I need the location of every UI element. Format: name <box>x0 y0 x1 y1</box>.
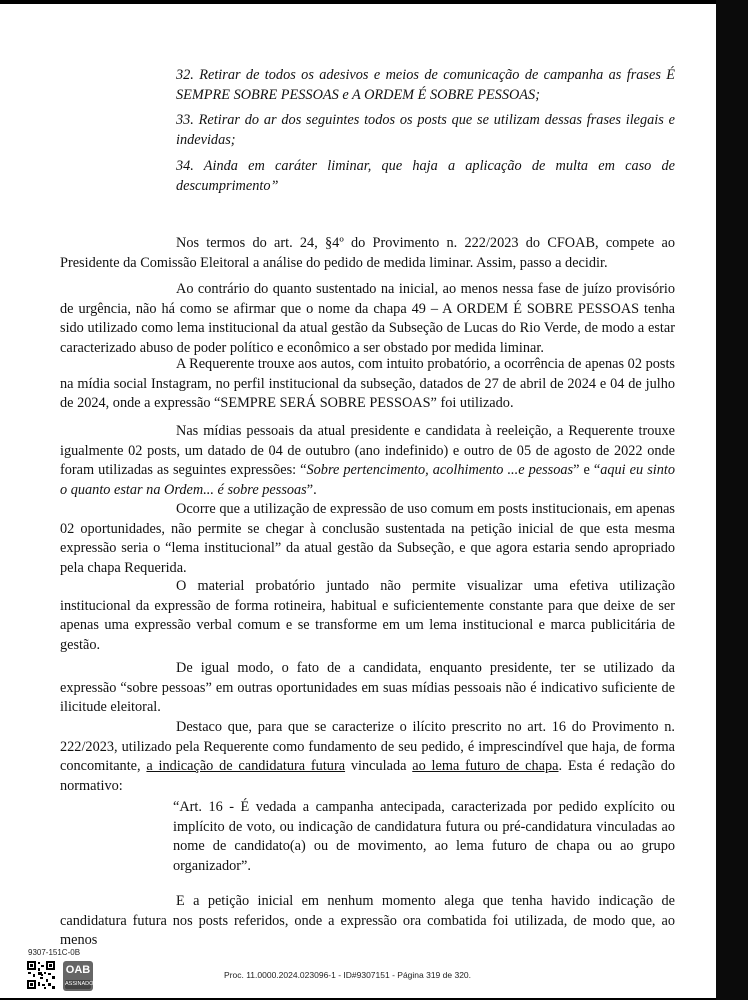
paragraph-text: vinculada <box>345 758 413 775</box>
quoted-expression: Sobre pertencimento, acolhimento ...e pessoas <box>306 462 574 479</box>
paragraph: A Requerente trouxe aos autos, com intuito probatório, a ocorrência de apenas 02 posts na mídia social Instagram, no perfil institucional da subseção, datados de 27 de abril de 2024 e 04 de julho de 2024, onde a expressão “SEMPRE SERÁ SOBRE PESSOAS” foi utilizado. <box>60 356 675 412</box>
citation: “Art. 16 - É vedada a campanha antecipada, caracterizada por pedido explícito ou implícito de voto, ou indicação de candidatura futura ou pré-candidatura vinculadas ao nome de candidato(a) ou de movimento, ao lema futuro de chapa ou ao grupo organizador”. <box>173 799 675 874</box>
paragraph: Ao contrário do quanto sustentado na inicial, ao menos nessa fase de juízo provisório de urgência, não há como se afirmar que o nome da chapa 49 – A ORDEM É SOBRE PESSOAS tenha sido utilizado como lema institucional da atual gestão da Subseção de Lucas do Rio Verde, de modo a estar caracterizado abuso de poder político e econômico a ser obstado por medida liminar. <box>60 281 675 356</box>
qr-code-icon[interactable] <box>26 960 56 990</box>
paragraph-text: ”. <box>306 481 317 498</box>
paragraph: Nos termos do art. 24, §4º do Provimento n. 222/2023 do CFOAB, compete ao Presidente da Comissão Eleitoral a análise do pedido de medida liminar. Assim, passo a decidir. <box>60 235 675 271</box>
quoted-expression: aqui eu sinto o quanto estar na Ordem... é sobre pessoas <box>60 462 676 498</box>
paragraph: De igual modo, o fato de a candidata, enquanto presidente, ter se utilizado da expressão “sobre pessoas” em outras oportunidades em suas mídias pessoais não é indicativo suficiente de ilicitude eleitoral. <box>60 660 675 716</box>
paragraph-text: . Esta é redação do normativo: <box>60 758 676 794</box>
document-page <box>0 4 716 998</box>
paragraph-text: Destaco que, para que se caracterize o ilícito prescrito no art. 16 do Provimento n. 222/2023, utilizado pela Requerente como fundamento de seu pedido, é imprescindível que haja, de forma concomitante, <box>60 719 675 775</box>
paragraph-text: ” e “ <box>573 462 601 479</box>
paragraph: E a petição inicial em nenhum momento alega que tenha havido indicação de candidatura futura nos posts referidos, onde a expressão ora combatida foi utilizada, de modo que, ao menos <box>60 893 675 949</box>
underlined-text: ao lema futuro de chapa <box>412 758 559 775</box>
oab-signature-badge <box>63 961 93 991</box>
paragraph-text: Nas mídias pessoais da atual presidente e candidata à reeleição, a Requerente trouxe igualmente 02 posts, um datado de 04 de outubro (ano indefinido) e outro de 05 de agosto de 2022 onde foram utilizadas as seguintes expressões: “ <box>60 423 675 479</box>
document-reference: 9307-151C-0B <box>28 948 81 957</box>
paragraph-expressions <box>60 422 675 500</box>
badge-title: OAB <box>65 964 91 976</box>
paragraph: Ocorre que a utilização de expressão de uso comum em posts institucionais, em apenas 02 oportunidades, não permite se chegar à conclusão sustentada na petição inicial de que esta mesma expressão seria o “lema institucional” da atual gestão da Subseção, e que agora estaria sendo apropriado pela chapa Requerida. <box>60 501 675 576</box>
paragraph-art16 <box>60 718 675 796</box>
list-item-34: 34. Ainda em caráter liminar, que haja a aplicação de multa em caso de descumprimento” <box>176 158 675 194</box>
page-footer: Proc. 11.0000.2024.023096-1 - ID#9307151 - Página 319 de 320. <box>224 970 472 980</box>
list-item-32: 32. Retirar de todos os adesivos e meios de comunicação de campanha as frases É SEMPRE SOBRE PESSOAS e A ORDEM É SOBRE PESSOAS; <box>176 67 675 103</box>
badge-subtitle: ASSINADO <box>65 981 94 987</box>
underlined-text: a indicação de candidatura futura <box>146 758 346 775</box>
paragraph: O material probatório juntado não permite visualizar uma efetiva utilização institucional da expressão de forma rotineira, habitual e suficientemente constante para que deixe de ser apenas uma expressão verbal comum e se transforme em um lema institucional e marca publicitária de gestão. <box>60 578 675 653</box>
list-item-33: 33. Retirar do ar dos seguintes todos os posts que se utilizam dessas frases ilegais e indevidas; <box>176 112 675 148</box>
background-strip <box>716 0 748 1000</box>
